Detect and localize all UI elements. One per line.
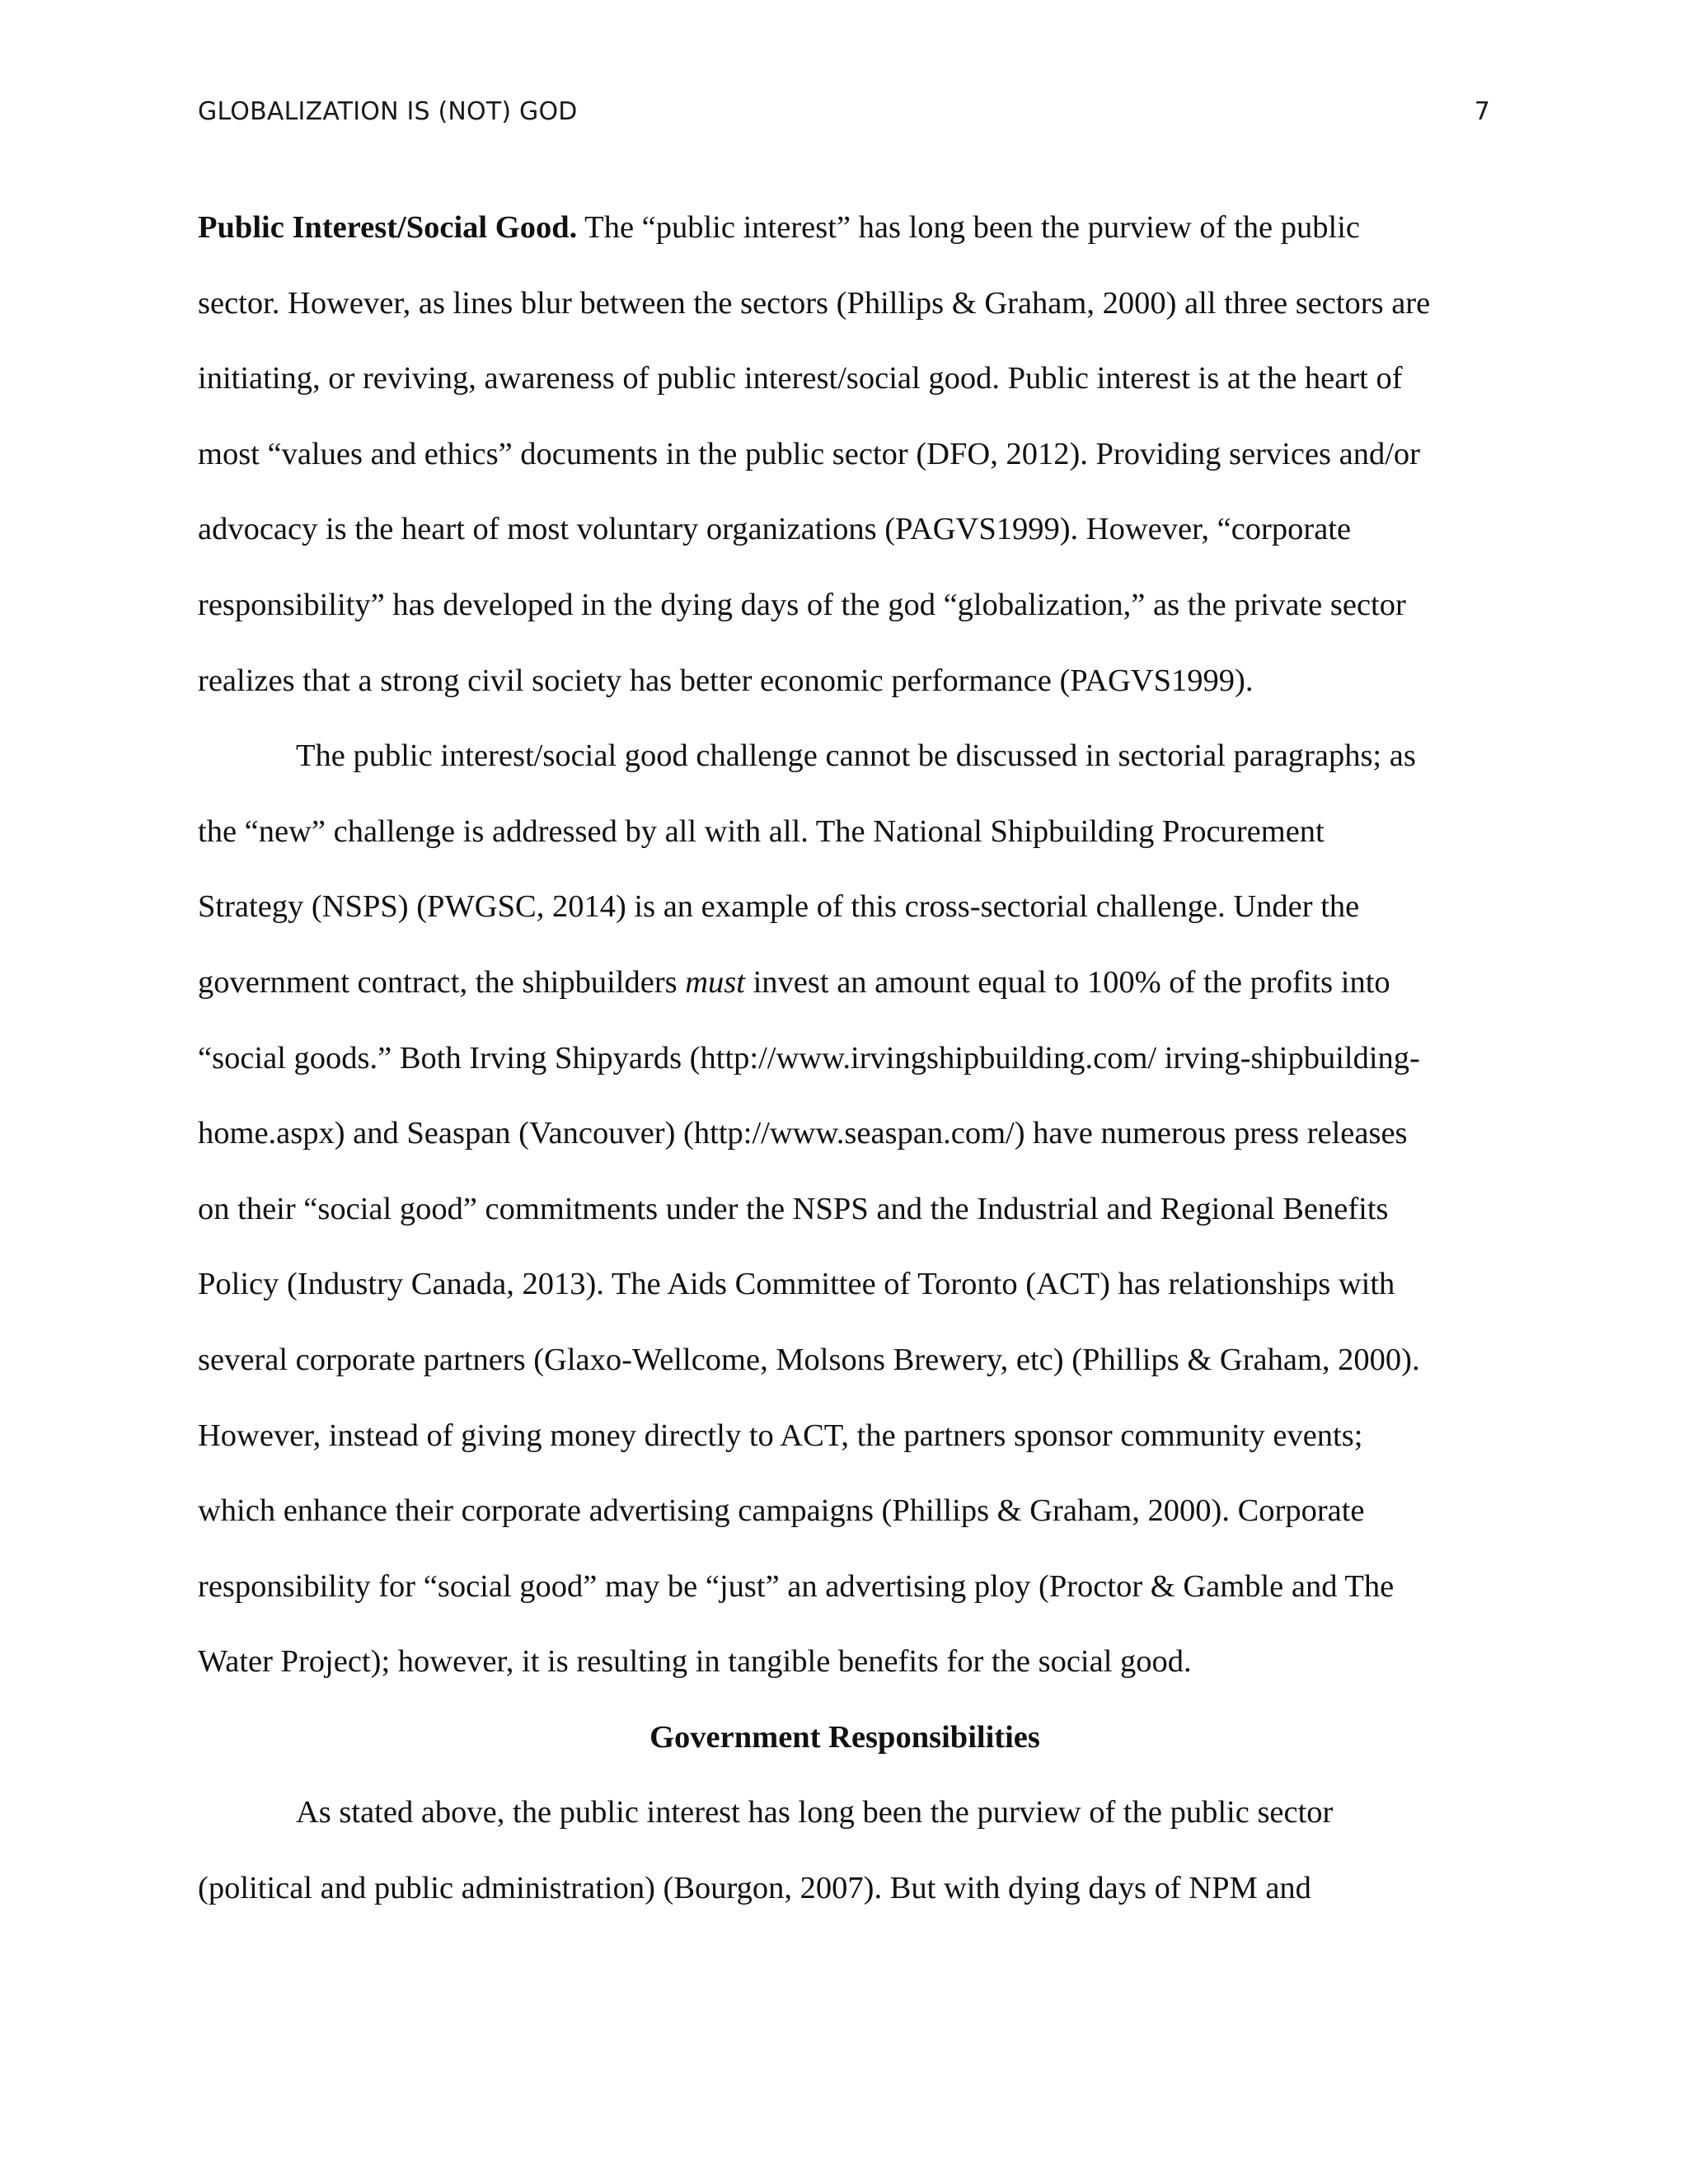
- text-line: However, instead of giving money directly to ACT, the partners sponsor community events;: [198, 1418, 1363, 1453]
- text-line: initiating, or reviving, awareness of public interest/social good. Public interest is at the heart of: [198, 361, 1403, 396]
- text-line: several corporate partners (Glaxo-Wellcome, Molsons Brewery, etc) (Phillips & Graham, 2000).: [198, 1342, 1420, 1377]
- run-in-heading: Public Interest/Social Good.: [198, 210, 578, 245]
- page-number: 7: [1474, 97, 1490, 126]
- text-line: The “public interest” has long been the purview of the public: [584, 210, 1360, 245]
- text-line: Policy (Industry Canada, 2013). The Aids Committee of Toronto (ACT) has relationships with: [198, 1267, 1395, 1302]
- running-title: GLOBALIZATION IS (NOT) GOD: [198, 97, 578, 126]
- text-line: home.aspx) and Seaspan (Vancouver) (http://www.seaspan.com/) have numerous press releases: [198, 1116, 1408, 1151]
- text-line: which enhance their corporate advertising campaigns (Phillips & Graham, 2000). Corporate: [198, 1493, 1365, 1529]
- paragraph-nsps: [198, 719, 1492, 1700]
- text-line: responsibility” has developed in the dying days of the god “globalization,” as the private sector: [198, 587, 1406, 622]
- section-heading-government: Government Responsibilities: [649, 1719, 1040, 1755]
- text-line: invest an amount equal to 100% of the profits into: [744, 964, 1390, 1000]
- text-line: Water Project); however, it is resulting in tangible benefits for the social good.: [198, 1644, 1192, 1680]
- text-line: The public interest/social good challenge cannot be discussed in sectorial paragraphs; as: [296, 738, 1416, 774]
- text-line: realizes that a strong civil society has better economic performance (PAGVS1999).: [198, 663, 1254, 698]
- text-line: sector. However, as lines blur between the sectors (Phillips & Graham, 2000) all three sectors are: [198, 285, 1431, 321]
- text-line: on their “social good” commitments under the NSPS and the Industrial and Regional Benefits: [198, 1191, 1389, 1226]
- text-line: responsibility for “social good” may be “just” an advertising ploy (Proctor & Gamble and The: [198, 1568, 1395, 1604]
- text-line: most “values and ethics” documents in the public sector (DFO, 2012). Providing services and/or: [198, 436, 1421, 471]
- paragraph-public-interest: [198, 190, 1492, 719]
- running-header: [198, 97, 1490, 137]
- text-line: “social goods.” Both Irving Shipyards (http://www.irvingshipbuilding.com/ irving-shipbuilding-: [198, 1040, 1420, 1076]
- paragraph-government: [198, 1775, 1492, 1926]
- text-line: (political and public administration) (Bourgon, 2007). But with dying days of NPM and: [198, 1871, 1311, 1906]
- text-line: Strategy (NSPS) (PWGSC, 2014) is an example of this cross-sectorial challenge. Under the: [198, 889, 1360, 925]
- body-text: [198, 190, 1492, 1927]
- text-line: As stated above, the public interest has long been the purview of the public sector: [296, 1795, 1334, 1830]
- emphasis-must: must: [685, 964, 745, 1000]
- text-line: the “new” challenge is addressed by all with all. The National Shipbuilding Procurement: [198, 813, 1325, 849]
- text-line: advocacy is the heart of most voluntary organizations (PAGVS1999). However, “corporate: [198, 512, 1352, 547]
- text-line: government contract, the shipbuilders: [198, 964, 686, 1000]
